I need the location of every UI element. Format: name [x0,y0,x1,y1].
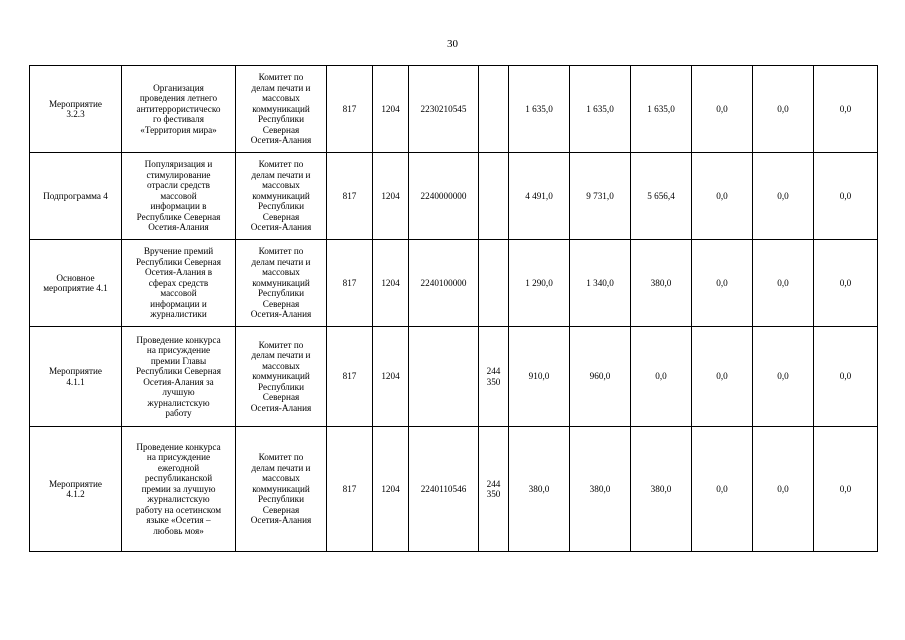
cell-executor-line: делам печати и [251,350,311,361]
cell-amount-5: 0,0 [753,427,814,552]
cell-expense-type-line: 350 [486,489,501,499]
cell-executor-line: Комитет по [258,339,304,350]
cell-amount-4: 0,0 [692,427,753,552]
cell-grbs-code: 817 [327,427,373,552]
cell-amount-5: 0,0 [753,153,814,240]
cell-description [122,427,236,552]
cell-description-line: массовой [160,288,197,299]
cell-amount-6: 0,0 [814,66,878,153]
page-number: 30 [447,38,458,50]
cell-description-line: журналистики [150,309,207,320]
cell-executor-line: массовых [262,180,300,191]
cell-program-name [30,66,122,153]
cell-description-line: ежегодной [157,462,200,473]
cell-executor-line: Осетия-Алания [250,515,312,526]
cell-executor-line: Комитет по [258,452,304,463]
cell-executor-line: Республики [257,381,305,392]
cell-amount-1: 910,0 [509,327,570,427]
cell-executor-line: коммуникаций [252,483,310,494]
cell-program-name-line: Мероприятие [49,366,102,376]
cell-description-line: любовь моя» [153,525,204,536]
cell-executor-line: Северная [262,392,300,403]
cell-description-line: «Территория мира» [140,124,217,135]
cell-description [122,66,236,153]
cell-executor-line: Осетия-Алания [250,309,312,320]
cell-description [122,327,236,427]
cell-description-line: Организация [153,82,204,93]
cell-description-line: Осетия-Алания [148,222,209,233]
cell-section-code: 1204 [373,240,409,327]
cell-amount-6: 0,0 [814,240,878,327]
cell-amount-1: 4 491,0 [509,153,570,240]
cell-amount-2: 960,0 [570,327,631,427]
table-row [30,66,878,153]
cell-target-code: 2240110546 [409,427,479,552]
cell-amount-3: 380,0 [631,427,692,552]
cell-target-code: 2230210545 [409,66,479,153]
cell-executor-line: Осетия-Алания [250,222,312,233]
cell-executor-line: Республики [257,288,305,299]
cell-amount-1: 1 290,0 [509,240,570,327]
cell-amount-2: 9 731,0 [570,153,631,240]
cell-expense-type-line: 244 [486,478,501,489]
cell-target-code: 2240100000 [409,240,479,327]
cell-section-code: 1204 [373,427,409,552]
cell-program-name [30,153,122,240]
cell-executor-line: делам печати и [251,462,311,473]
cell-description-line: Проведение конкурса [136,334,221,345]
cell-amount-5: 0,0 [753,240,814,327]
cell-amount-6: 0,0 [814,327,878,427]
cell-executor-line: массовых [262,360,300,371]
cell-description-line: работу на осетинском [135,504,222,515]
cell-description-line: стимулирование [146,169,211,180]
cell-executor-line: коммуникаций [252,371,310,382]
cell-section-code: 1204 [373,153,409,240]
cell-description-line: Республики Северная [136,256,221,267]
budget-table [29,65,878,552]
cell-executor-line: Осетия-Алания [250,402,312,413]
cell-program-name-line: 3.2.3 [66,109,85,119]
cell-amount-3: 1 635,0 [631,66,692,153]
cell-amount-1: 1 635,0 [509,66,570,153]
cell-description-line: на присуждение [146,452,211,463]
cell-program-name-line: 4.1.1 [66,376,85,387]
cell-expense-type [479,153,509,240]
cell-description-line: премии Главы [150,355,207,366]
table-row [30,153,878,240]
cell-target-code [409,327,479,427]
cell-executor-line: Осетия-Алания [250,135,312,146]
cell-executor-line: коммуникаций [252,190,310,201]
cell-expense-type [479,427,509,552]
cell-program-name [30,427,122,552]
cell-executor-line: Республики [257,201,305,212]
cell-amount-2: 1 340,0 [570,240,631,327]
cell-program-name-line: Основное [56,272,95,283]
cell-grbs-code: 817 [327,153,373,240]
cell-amount-3: 0,0 [631,327,692,427]
cell-executor [236,66,327,153]
cell-executor-line: коммуникаций [252,103,310,114]
cell-executor-line: Республики [257,114,305,125]
cell-executor-line: Северная [262,211,300,222]
cell-amount-3: 5 656,4 [631,153,692,240]
cell-description-line: Осетия-Алания в [144,267,213,278]
cell-executor [236,240,327,327]
table-row [30,327,878,427]
cell-amount-4: 0,0 [692,66,753,153]
cell-description-line: журналистскую [147,494,210,505]
cell-executor-line: массовых [262,93,300,104]
cell-executor-line: делам печати и [251,82,311,93]
cell-expense-type [479,327,509,427]
table-row [30,240,878,327]
cell-grbs-code: 817 [327,240,373,327]
cell-amount-6: 0,0 [814,427,878,552]
cell-description-line: Популяризация и [144,159,213,170]
cell-amount-1: 380,0 [509,427,570,552]
cell-section-code: 1204 [373,66,409,153]
cell-amount-4: 0,0 [692,327,753,427]
cell-description-line: антитеррористическо [136,103,221,114]
cell-executor-line: Северная [262,504,300,515]
cell-expense-type-line: 244 [486,366,501,376]
cell-expense-type-line: 350 [486,376,501,387]
cell-amount-2: 380,0 [570,427,631,552]
cell-amount-5: 0,0 [753,327,814,427]
cell-description-line: информации в [150,201,207,212]
cell-executor-line: делам печати и [251,169,311,180]
cell-executor-line: Комитет по [258,159,304,170]
cell-description-line: на присуждение [146,345,211,355]
table-row [30,427,878,552]
cell-amount-3: 380,0 [631,240,692,327]
cell-executor [236,153,327,240]
cell-amount-4: 0,0 [692,240,753,327]
cell-executor-line: Северная [262,298,300,309]
cell-executor [236,427,327,552]
cell-program-name-line: мероприятие 4.1 [43,283,108,293]
cell-grbs-code: 817 [327,66,373,153]
cell-program-name-line: Подпрограмма 4 [43,190,108,201]
cell-amount-2: 1 635,0 [570,66,631,153]
cell-description-line: республиканской [144,473,213,484]
cell-executor-line: массовых [262,473,300,484]
cell-executor-line: Республики [257,494,305,505]
cell-expense-type [479,240,509,327]
cell-description-line: журналистскую [147,397,210,408]
cell-executor-line: Комитет по [258,72,304,83]
cell-description-line: проведения летнего [139,93,218,104]
cell-target-code: 2240000000 [409,153,479,240]
cell-program-name-line: 4.1.2 [66,489,85,499]
cell-description-line: Проведение конкурса [136,441,221,452]
cell-grbs-code: 817 [327,327,373,427]
cell-program-name-line: Мероприятие [49,98,102,109]
cell-description-line: лучшую [162,387,195,397]
cell-executor-line: делам печати и [251,256,311,267]
cell-description [122,153,236,240]
cell-executor-line: Комитет по [258,246,304,257]
cell-executor-line: массовых [262,267,300,278]
cell-description-line: Осетия-Алания за [143,376,214,387]
cell-description-line: Республике Северная [136,211,221,222]
table-body [30,66,878,552]
cell-description-line: го фестиваля [153,114,204,125]
cell-program-name [30,327,122,427]
cell-description-line: языке «Осетия – [146,515,211,526]
cell-description-line: массовой [160,190,197,201]
cell-amount-4: 0,0 [692,153,753,240]
cell-description-line: отрасли средств [147,180,210,191]
cell-description-line: работу [165,408,192,418]
cell-description [122,240,236,327]
cell-description-line: Вручение премий [143,246,214,257]
cell-executor-line: Северная [262,124,300,135]
cell-program-name [30,240,122,327]
cell-program-name-line: Мероприятие [49,478,102,489]
cell-executor-line: коммуникаций [252,277,310,288]
cell-amount-6: 0,0 [814,153,878,240]
cell-description-line: сферах средств [148,277,209,288]
cell-description-line: премии за лучшую [141,483,216,494]
cell-section-code: 1204 [373,327,409,427]
cell-amount-5: 0,0 [753,66,814,153]
cell-description-line: Республики Северная [136,366,221,376]
cell-description-line: информации и [150,298,207,309]
cell-expense-type [479,66,509,153]
cell-executor [236,327,327,427]
